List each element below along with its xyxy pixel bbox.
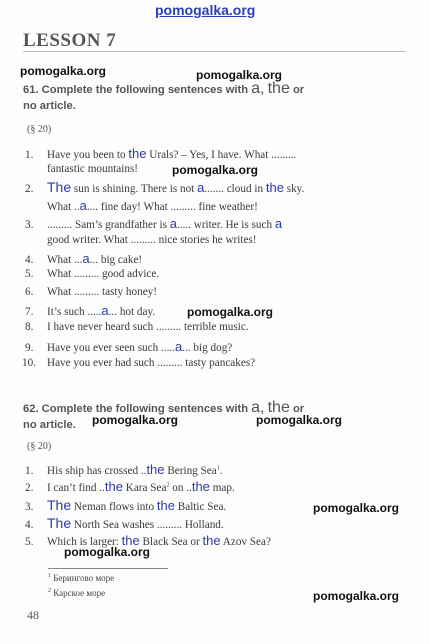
footnote-mark: 1 — [48, 573, 51, 579]
sentence-text: sun is shining. There is not — [71, 183, 198, 195]
handwritten-answer: The — [47, 515, 72, 531]
sentence-61-10 — [22, 357, 255, 369]
sentence-text: It’s such ..... — [47, 306, 102, 318]
article-a: a, — [251, 399, 265, 416]
sentence-61-1 — [25, 146, 296, 161]
watermark: pomogalka.org — [20, 64, 107, 78]
handwritten-answer: the — [128, 146, 147, 161]
footnote-divider — [48, 568, 168, 569]
exercise-61-heading-line2: no article. — [23, 100, 76, 112]
handwritten-answer: a — [169, 216, 177, 231]
sentence-61-1-cont: fantastic mountains! — [47, 163, 139, 175]
sentence-text: Baltic Sea. — [174, 501, 227, 513]
handwritten-answer: a — [274, 216, 283, 231]
sentence-text: I can’t find .. — [47, 482, 105, 494]
sentence-61-8 — [25, 321, 249, 333]
sentence-number: 2. — [25, 183, 34, 195]
sentence-text: . — [219, 465, 223, 477]
sentence-text: map. — [209, 482, 235, 494]
sentence-text: ... hot day. — [108, 306, 156, 318]
sentence-text: Kara Sea — [122, 482, 167, 494]
sentence-text: Black Sea or — [139, 536, 203, 548]
sentence-text: Have you ever seen such ..... — [47, 342, 175, 354]
handwritten-answer: a — [101, 303, 109, 318]
sentence-text: Neman flows into — [71, 501, 157, 513]
instruction-or: or — [292, 84, 305, 96]
handwritten-answer: The — [47, 497, 72, 513]
handwritten-answer: a — [175, 339, 183, 354]
sentence-text: Urals? – Yes, I have. What ......... — [146, 149, 297, 161]
exercise-number: 62. — [23, 403, 39, 415]
sentence-text: ... big dog? — [182, 342, 233, 354]
handwritten-answer: a — [197, 180, 205, 195]
handwritten-answer: the — [191, 479, 210, 494]
sentence-number: 6. — [25, 286, 34, 298]
handwritten-answer: a — [79, 198, 87, 213]
watermark: pomogalka.org — [64, 545, 151, 559]
sentence-61-9 — [25, 339, 232, 354]
sentence-62-3 — [25, 497, 226, 513]
sentence-text: ....... cloud in — [204, 183, 266, 195]
exercise-number: 61. — [23, 84, 39, 96]
sentence-text: Have you ever had such ......... tasty pancakes? — [47, 357, 256, 369]
sentence-number: 1. — [25, 149, 34, 161]
handwritten-answer: the — [156, 498, 175, 513]
sentence-text: What ......... tasty honey! — [47, 286, 157, 298]
paragraph-reference: (§ 20) — [27, 441, 52, 452]
sentence-number: 10. — [22, 357, 36, 369]
watermark: pomogalka.org — [187, 305, 274, 319]
exercise-61-heading — [23, 80, 304, 98]
handwritten-answer: the — [121, 533, 140, 548]
footnote-mark: 2 — [166, 482, 170, 489]
sentence-number: 4. — [25, 254, 34, 266]
sentence-number: 9. — [25, 342, 34, 354]
sentence-number: 5. — [25, 536, 34, 548]
sentence-61-7 — [25, 303, 155, 318]
sentence-text: North Sea washes ......... Holland. — [71, 519, 224, 531]
footnote-2 — [48, 588, 105, 598]
sentence-text: His ship has crossed .. — [47, 465, 147, 477]
exercise-62-heading-line2: no article. — [23, 419, 76, 431]
paragraph-reference: (§ 20) — [27, 124, 52, 135]
watermark: pomogalka.org — [196, 68, 283, 82]
lesson-title: LESSON 7 — [23, 30, 117, 51]
footnote-text: Карское море — [51, 588, 106, 598]
sentence-text: What .. — [47, 201, 80, 213]
sentence-number: 8. — [25, 321, 34, 333]
sentence-number: 3. — [25, 501, 34, 513]
sentence-text: Which is larger: — [47, 536, 122, 548]
watermark: pomogalka.org — [313, 589, 400, 603]
sentence-62-1 — [25, 462, 223, 477]
watermark-top: pomogalka.org — [155, 2, 256, 18]
sentence-text: What ......... good advice. — [47, 268, 160, 280]
sentence-number: 3. — [25, 219, 34, 231]
sentence-number: 1. — [25, 465, 34, 477]
sentence-text: Bering Sea — [164, 465, 217, 477]
footnote-text: Берингово море — [51, 573, 115, 583]
sentence-number: 5. — [25, 268, 34, 280]
sentence-61-3 — [25, 216, 282, 231]
sentence-text: on .. — [169, 482, 192, 494]
sentence-text: Azov Sea? — [220, 536, 271, 548]
watermark: pomogalka.org — [256, 413, 343, 427]
sentence-number: 7. — [25, 306, 34, 318]
sentence-61-2 — [25, 179, 304, 195]
sentence-text: I have never heard such ......... terrible music. — [47, 321, 249, 333]
sentence-number: 4. — [25, 519, 34, 531]
sentence-text: ......... Sam’s grandfather is — [47, 219, 170, 231]
sentence-61-2-cont — [47, 198, 258, 213]
footnote-mark: 2 — [48, 588, 51, 594]
page-number: 48 — [27, 608, 39, 622]
handwritten-answer: a — [82, 251, 90, 266]
instruction-text: Complete the following sentences with — [41, 84, 249, 96]
watermark: pomogalka.org — [92, 413, 179, 427]
sentence-61-6 — [25, 286, 157, 298]
handwritten-answer: the — [146, 462, 165, 477]
footnote-1 — [48, 573, 114, 583]
handwritten-answer: the — [202, 533, 221, 548]
handwritten-answer: The — [47, 179, 72, 195]
sentence-text: .... fine day! What ......... fine weather! — [86, 201, 258, 213]
footnote-mark: 1 — [216, 465, 220, 472]
article-the: the — [267, 80, 290, 97]
watermark: pomogalka.org — [172, 163, 259, 177]
sentence-61-5 — [25, 268, 159, 280]
title-divider — [23, 51, 405, 52]
sentence-61-4 — [25, 251, 142, 266]
sentence-text: Have you been to — [47, 149, 129, 161]
sentence-text: ... big cake! — [89, 254, 143, 266]
sentence-62-2 — [25, 479, 235, 494]
instruction-text: Complete the following sentences with — [41, 403, 249, 415]
sentence-62-4 — [25, 515, 224, 531]
sentence-text: What ... — [47, 254, 83, 266]
handwritten-answer: the — [104, 479, 123, 494]
article-a: a, — [251, 80, 265, 97]
article-the: the — [267, 399, 290, 416]
sentence-number: 2. — [25, 482, 34, 494]
instruction-or: or — [292, 403, 305, 415]
sentence-61-3-cont: good writer. What ......... nice stories he writes! — [47, 234, 257, 246]
sentence-text: sky. — [283, 183, 305, 195]
watermark: pomogalka.org — [313, 501, 400, 515]
sentence-text: ..... writer. He is such — [176, 219, 275, 231]
handwritten-answer: the — [265, 180, 284, 195]
